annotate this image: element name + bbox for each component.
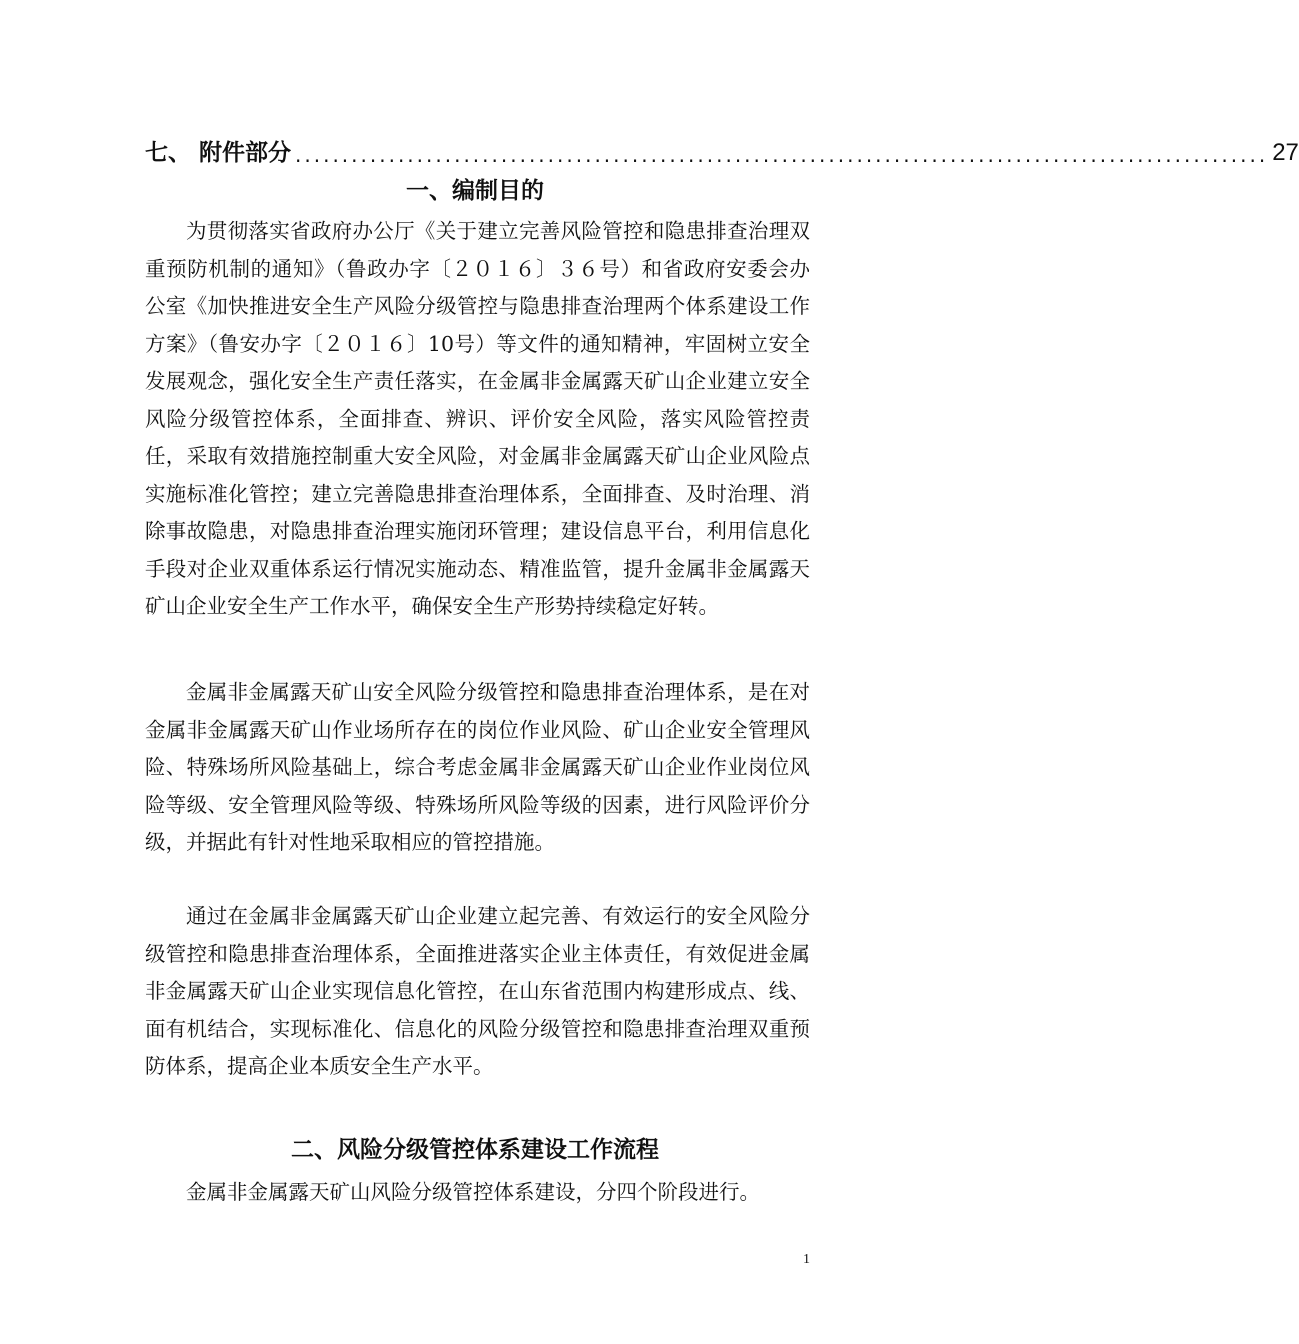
paragraph: 通过在金属非金属露天矿山企业建立起完善、有效运行的安全风险分级管控和隐患排查治理体系，全面推进落实企业主体责任，有效促进金属非金属露天矿山企业实现信息化管控，在山东省范围内构建形成点、线、面有机结合，实现标准化、信息化的风险分级管控和隐患排查治理双重预防体系，提高企业本质安全生产水平。 xyxy=(145,904,810,1078)
paragraph: 金属非金属露天矿山风险分级管控体系建设，分四个阶段进行。 xyxy=(186,1180,760,1204)
section-heading-purpose: 一、编制目的 xyxy=(406,178,544,204)
toc-entry-label: 七、 附件部分 xyxy=(145,140,292,166)
toc-page-number: 27 xyxy=(1272,139,1299,166)
section-heading-workflow: 二、风险分级管控体系建设工作流程 xyxy=(291,1137,659,1163)
paragraph: 为贯彻落实省政府办公厅《关于建立完善风险管控和隐患排查治理双重预防机制的通知》（鲁政办字〔２０１６〕３６号）和省政府安委会办公室《加快推进安全生产风险分级管控与隐患排查治理两个体系建设工作方案》（鲁安办字〔２０１６〕10号）等文件的通知精神，牢固树立安全发展观念，强化安全生产责任落实，在金属非金属露天矿山企业建立安全风险分级管控体系，全面排查、辨识、评价安全风险，落实风险管控责任，采取有效措施控制重大安全风险，对金属非金属露天矿山企业风险点实施标准化管控；建立完善隐患排查治理体系，全面排查、及时治理、消除事故隐患，对隐患排查治理实施闭环管理；建设信息平台，利用信息化手段对企业双重体系运行情况实施动态、精准监管，提升金属非金属露天矿山企业安全生产工作水平，确保安全生产形势持续稳定好转。 xyxy=(145,219,810,618)
page-number: 1 xyxy=(803,1252,810,1267)
toc-entry[interactable] xyxy=(145,136,1299,170)
toc-leader-dots: ........................................................................................................ xyxy=(295,143,1269,167)
paragraph: 金属非金属露天矿山安全风险分级管控和隐患排查治理体系，是在对金属非金属露天矿山作业场所存在的岗位作业风险、矿山企业安全管理风险、特殊场所风险基础上，综合考虑金属非金属露天矿山企业作业岗位风险等级、安全管理风险等级、特殊场所风险等级的因素，进行风险评价分级，并据此有针对性地采取相应的管控措施。 xyxy=(145,680,810,854)
